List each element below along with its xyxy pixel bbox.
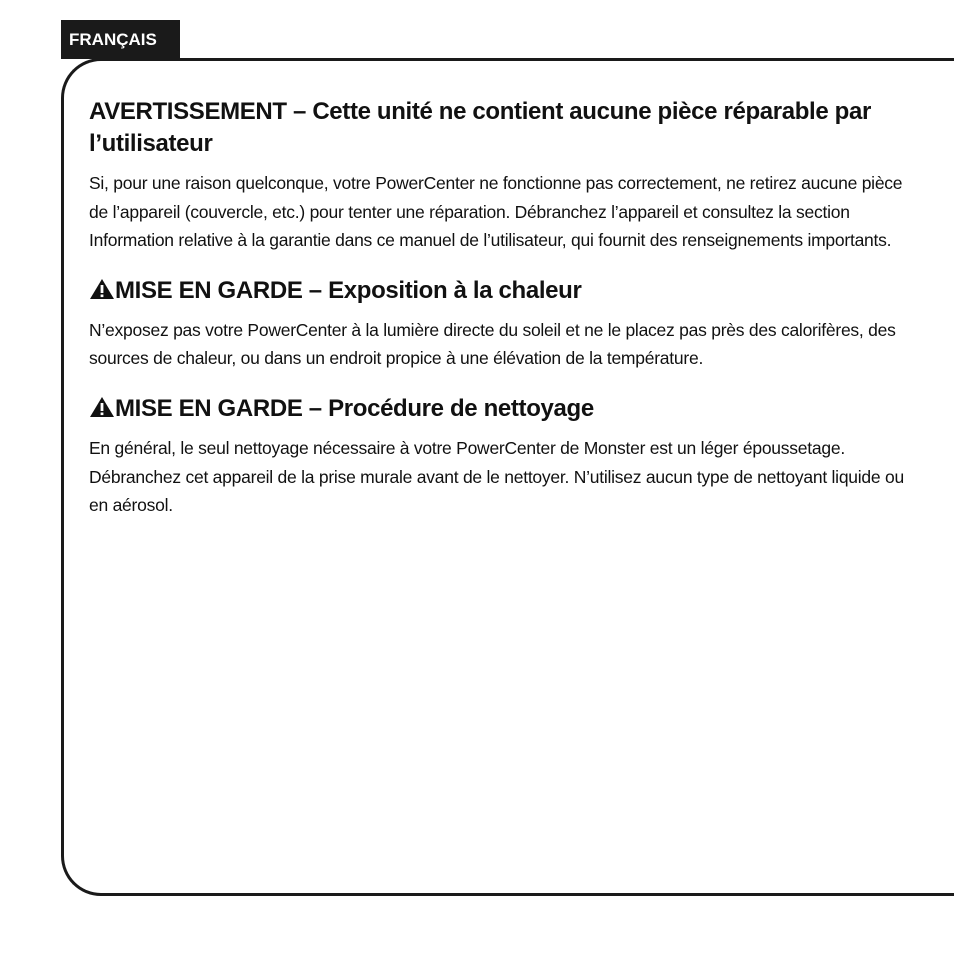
page-content	[89, 96, 909, 540]
section-title: AVERTISSEMENT – Cette unité ne contient aucune pièce réparable par l’utilisateur	[89, 98, 871, 157]
warning-triangle-icon	[89, 278, 115, 300]
section-title: MISE EN GARDE – Exposition à la chaleur	[115, 276, 582, 304]
section-heading	[89, 96, 909, 160]
section-title: MISE EN GARDE – Procédure de nettoyage	[115, 394, 594, 422]
section-body: N’exposez pas votre PowerCenter à la lumière directe du soleil et ne le placez pas près des calorifères, des sources de chaleur, ou dans un endroit propice à une élévation de la température.	[89, 319, 896, 369]
section-body: En général, le seul nettoyage nécessaire à votre PowerCenter de Monster est un léger époussetage. Débranchez cet appareil de la prise murale avant de le nettoyer. N’utilisez aucun type de nettoyant liquide ou en aérosol.	[89, 437, 904, 516]
section-caution-heat-exposure	[89, 275, 909, 373]
section-heading	[89, 275, 909, 307]
section-heading	[89, 393, 909, 425]
warning-triangle-icon	[89, 396, 115, 418]
language-tab	[61, 20, 180, 59]
section-warning-no-serviceable-parts	[89, 96, 909, 255]
section-caution-cleaning	[89, 393, 909, 520]
language-label: FRANÇAIS	[69, 30, 157, 49]
section-body: Si, pour une raison quelconque, votre PowerCenter ne fonctionne pas correctement, ne retirez aucune pièce de l’appareil (couvercle, etc.) pour tenter une réparation. Débranchez l’appareil et consultez la section Information relative à la garantie dans ce manuel de l’utilisateur, qui fournit des renseignements importants.	[89, 173, 903, 251]
